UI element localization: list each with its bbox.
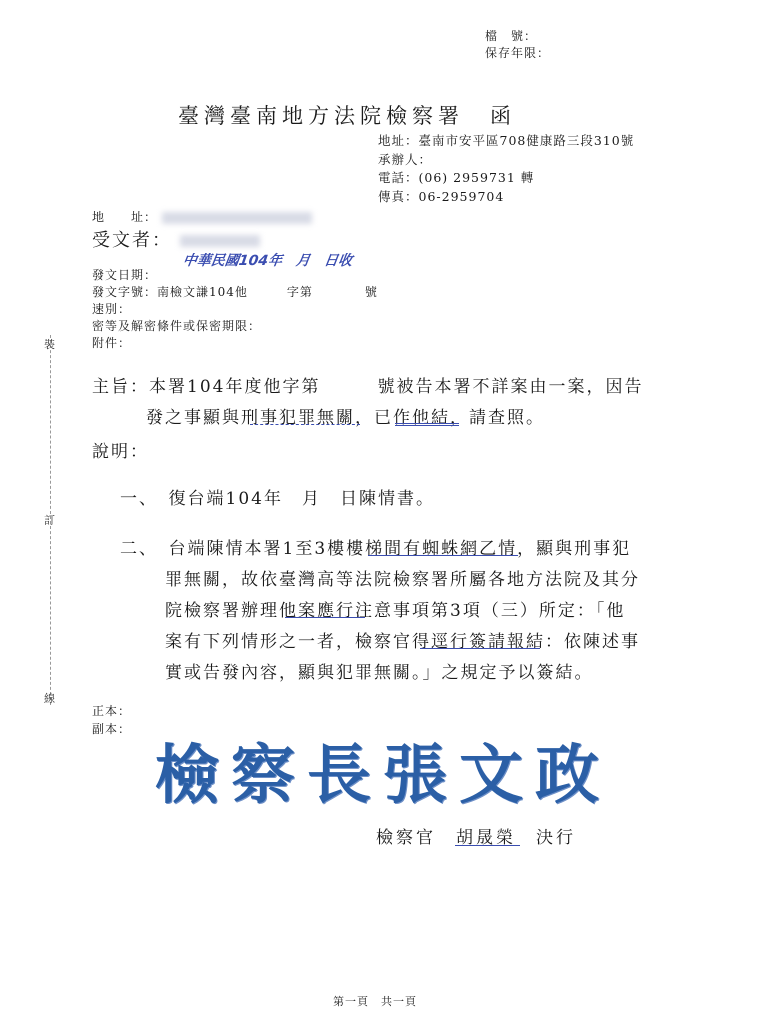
chief-prosecutor-seal: 檢察長張文政	[155, 738, 611, 813]
contact-person-label: 承辦人：	[378, 152, 433, 167]
annotation-underline-1	[250, 424, 360, 425]
explanation-item-2-line-5: 實或告發內容，顯與犯罪無關。」之規定予以簽結。	[165, 663, 594, 683]
original-recipient-label: 正本：	[92, 704, 132, 718]
redacted-addressee	[180, 235, 260, 247]
attachment-label: 附件：	[92, 336, 132, 350]
redacted-address	[162, 212, 312, 224]
explanation-item-1: 一、 復台端104年 月 日陳情書。	[120, 489, 435, 509]
copy-recipient-label: 副本：	[92, 722, 132, 736]
issue-date-label: 發文日期：	[92, 268, 158, 282]
explanation-item-2-line-3: 院檢察署辦理他案應行注意事項第3項（三）所定：「他	[165, 601, 626, 621]
recipient-address-label: 地 址：	[92, 208, 312, 225]
retention-period-label: 保存年限：	[485, 46, 551, 60]
binding-mark-middle: 訂	[44, 514, 55, 527]
annotation-underline-2	[395, 423, 459, 426]
annotation-underline-4	[285, 617, 365, 618]
binding-mark-top: 裝	[44, 338, 55, 351]
security-level-label: 密等及解密條件或保密期限：	[92, 319, 262, 333]
document-title: 臺灣臺南地方法院檢察署 函	[178, 104, 516, 128]
explanation-item-2-line-1: 二、 台端陳情本署1至3樓樓梯間有蜘蛛網乙情，顯與刑事犯	[120, 539, 632, 559]
annotation-underline-6	[455, 845, 520, 846]
agency-address: 地址：臺南市安平區708健康路三段310號	[378, 133, 635, 148]
page-number: 第一頁 共一頁	[333, 995, 417, 1008]
fax-line: 傳真：06-2959704	[378, 189, 505, 204]
addressee-label: 受文者：	[92, 226, 260, 252]
prosecutor-approval-line: 檢察官 胡晟榮 決行	[376, 828, 576, 848]
delivery-speed-label: 速別：	[92, 302, 132, 316]
received-date-stamp: 中華民國104年 月 日收	[181, 253, 354, 269]
phone-line: 電話：(06) 2959731 轉	[378, 170, 535, 185]
binding-mark-bottom: 線	[44, 692, 55, 705]
annotation-underline-5	[420, 648, 540, 649]
subject-line-1: 主旨：本署104年度他字第 號被告本署不詳案由一案，因告	[92, 377, 644, 397]
annotation-underline-3	[368, 555, 518, 556]
explanation-item-2-line-4: 案有下列情形之一者，檢察官得逕行簽請報結：依陳述事	[165, 632, 640, 652]
explanation-label: 說明：	[92, 442, 149, 462]
explanation-item-2-line-2: 罪無關，故依臺灣高等法院檢察署所屬各地方法院及其分	[165, 570, 640, 590]
file-number-label: 檔 號：	[485, 29, 538, 43]
document-number-line: 發文字號：南檢文謙104他 字第 號	[92, 285, 378, 299]
subject-line-2: 發之事顯與刑事犯罪無關，已作他結，請查照。	[146, 408, 545, 428]
